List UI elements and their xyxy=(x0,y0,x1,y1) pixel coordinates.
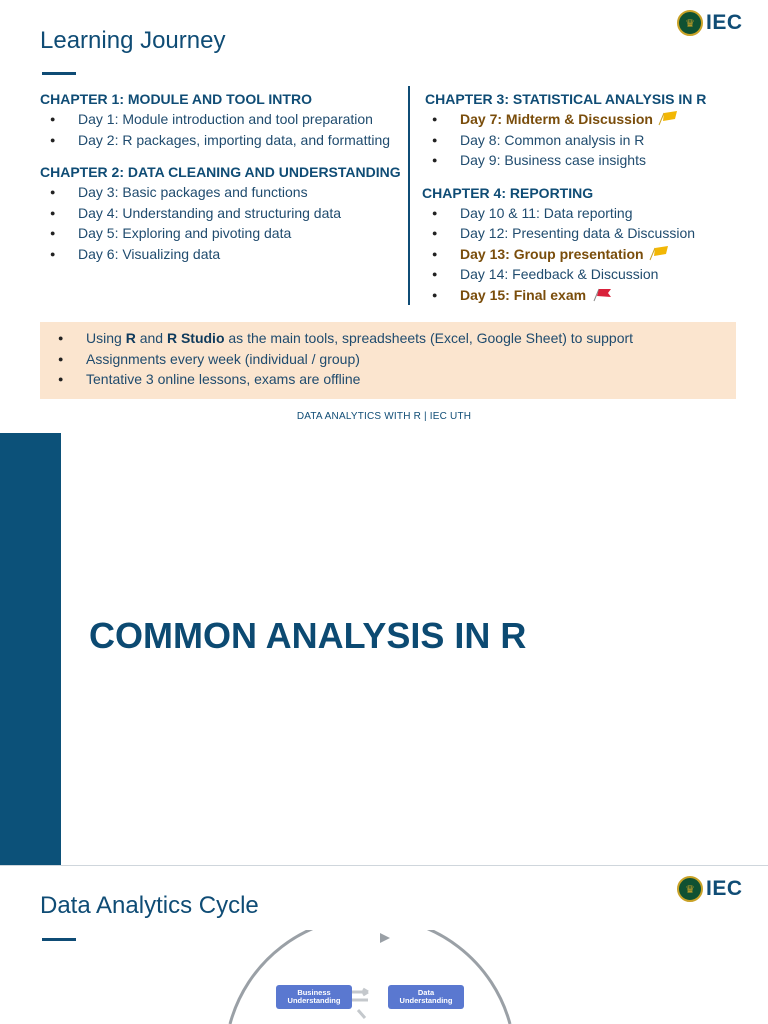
cycle-box-business xyxy=(276,985,352,1009)
iec-logo-icon: ♛ xyxy=(677,10,703,36)
box-line: Data xyxy=(417,987,435,997)
arrow-diag-icon xyxy=(358,1010,365,1018)
chapter-1-days xyxy=(40,109,402,150)
left-column xyxy=(40,89,402,264)
list-item: ● Day 14: Feedback & Discussion xyxy=(422,264,752,285)
note-tools xyxy=(40,328,736,349)
note-bold-rstudio: R Studio xyxy=(166,330,225,346)
chapter-2-heading: CHAPTER 2: DATA CLEANING AND UNDERSTANDING xyxy=(40,164,401,180)
list-item: ● Day 4: Understanding and structuring data xyxy=(40,203,402,224)
list-item: ● Day 9: Business case insights xyxy=(422,150,752,171)
slide-title: Data Analytics Cycle xyxy=(40,892,259,919)
list-item-final-exam xyxy=(422,285,752,306)
note-text: and xyxy=(135,330,167,346)
note-bold-r: R xyxy=(125,330,136,346)
list-item: ● Day 1: Module introduction and tool preparation xyxy=(40,109,402,130)
section-title: COMMON ANALYSIS IN R xyxy=(89,615,527,656)
list-item: ● Day 12: Presenting data & Discussion xyxy=(422,223,752,244)
cycle-diagram xyxy=(220,930,520,1024)
chapter-4-heading: CHAPTER 4: REPORTING xyxy=(422,184,594,201)
slide-footer: DATA ANALYTICS WITH R | IEC UTH xyxy=(296,411,472,422)
box-line: Understanding xyxy=(399,996,453,1005)
cycle-arrow-icon xyxy=(380,933,390,943)
day-label: Day 13: Group presentation xyxy=(460,245,644,262)
list-item: ● Day 5: Exploring and pivoting data xyxy=(40,223,402,244)
iec-logo xyxy=(677,10,743,36)
chapter-2-days xyxy=(40,182,402,264)
list-item: ● Day 3: Basic packages and functions xyxy=(40,182,402,203)
list-item: ● Day 6: Visualizing data xyxy=(40,244,402,265)
note-text: as the main tools, spreadsheets (Excel, Google Sheet) to support xyxy=(224,330,634,346)
yellow-flag-icon xyxy=(657,110,679,126)
accent-sidebar xyxy=(0,433,61,865)
box-line: Understanding xyxy=(287,996,341,1005)
red-flag-icon xyxy=(590,286,614,302)
list-item: ● Day 2: R packages, importing data, and formatting xyxy=(40,130,402,151)
box-line: Business xyxy=(297,987,331,997)
list-item-group-presentation xyxy=(422,244,752,265)
chapter-3-days xyxy=(422,109,752,171)
slide-title: Learning Journey xyxy=(40,27,226,54)
chapter-1-heading: CHAPTER 1: MODULE AND TOOL INTRO xyxy=(40,91,312,107)
chapter-4-days xyxy=(422,203,752,306)
list-item: ● Day 10 & 11: Data reporting xyxy=(422,203,752,224)
notes-box xyxy=(40,322,736,399)
cycle-ring xyxy=(230,930,510,1024)
chapter-3-heading: CHAPTER 3: STATISTICAL ANALYSIS IN R xyxy=(425,91,707,107)
note-lessons: ● Tentative 3 online lessons, exams are offline xyxy=(40,369,736,390)
yellow-flag-icon xyxy=(648,245,670,261)
title-underline xyxy=(42,938,76,941)
slide-learning-journey xyxy=(0,0,768,433)
logo-text: IEC xyxy=(706,11,743,34)
logo-text: IEC xyxy=(706,877,743,900)
notes-list xyxy=(40,328,736,390)
slide-data-analytics-cycle xyxy=(0,866,768,1024)
note-text: Using xyxy=(86,330,126,346)
note-assignments: ● Assignments every week (individual / group) xyxy=(40,349,736,370)
title-underline xyxy=(42,72,76,75)
column-divider xyxy=(408,86,410,305)
right-column xyxy=(422,89,752,305)
iec-logo xyxy=(677,876,743,902)
iec-logo-icon: ♛ xyxy=(677,876,703,902)
list-item-midterm xyxy=(422,109,752,130)
list-item: ● Day 8: Common analysis in R xyxy=(422,130,752,151)
cycle-box-data xyxy=(388,985,464,1009)
day-label: Day 7: Midterm & Discussion xyxy=(460,111,653,127)
slide-section-title xyxy=(0,433,768,865)
day-label: Day 15: Final exam xyxy=(460,286,587,303)
